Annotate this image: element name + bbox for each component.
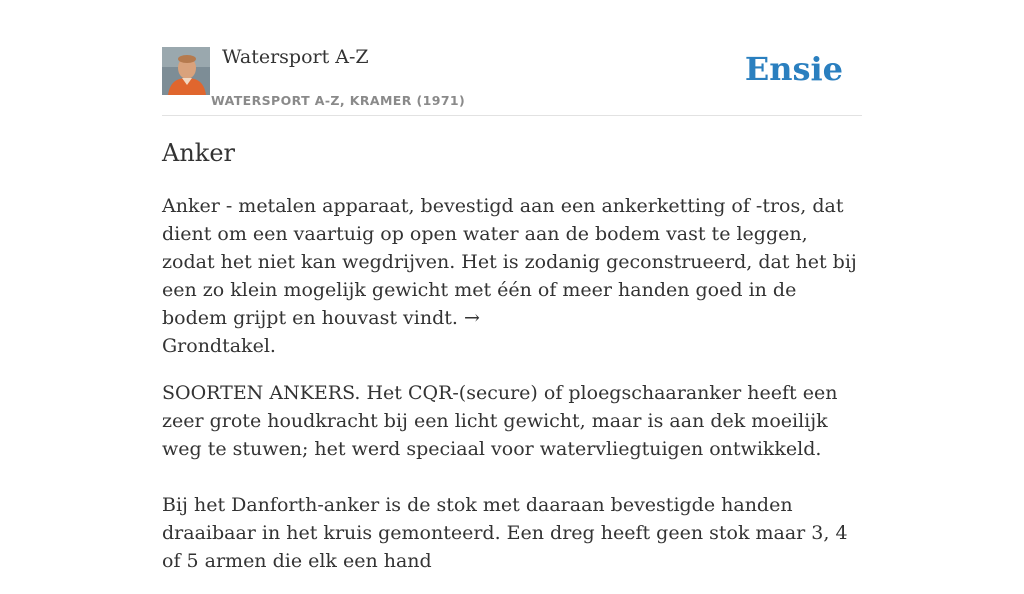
entry-title: Anker <box>162 139 236 167</box>
paragraph-danforth: Bij het Danforth-anker is de stok met daaraan bevestigde handen draaibaar in het kruis gemonteerd. Een dreg heeft geen stok maar 3, 4 of 5 armen die elk een hand <box>162 494 848 572</box>
ensie-logo[interactable]: Ensie <box>744 50 843 88</box>
source-header <box>162 0 862 116</box>
definition-end: . <box>269 335 276 357</box>
paragraph-definition <box>162 192 862 360</box>
entry-body <box>162 192 862 594</box>
grondtakel-link[interactable]: Grondtakel <box>162 335 270 357</box>
author-avatar[interactable] <box>162 47 210 95</box>
definition-text: Anker - metalen apparaat, bevestigd aan een ankerketting of -tros, dat dient om een vaartuig op open water aan de bodem vast te leggen, zodat het niet kan wegdrijven. Het is zodanig geconstrueerd, dat het bij een zo klein mogelijk gewicht met één of meer handen goed in de bodem grijpt en houvast vindt. <box>162 195 857 329</box>
source-title[interactable]: Watersport A-Z <box>222 46 369 68</box>
paragraph-soorten-ankers: SOORTEN ANKERS. Het CQR-(secure) of ploegschaaranker heeft een zeer grote houdkracht bij een licht gewicht, maar is aan dek moeilijk weg te stuwen; het werd speciaal voor watervliegtuigen ontwikkeld. <box>162 382 838 460</box>
arrow-icon: → <box>463 307 480 329</box>
page-container <box>162 0 862 572</box>
person-avatar-icon <box>162 47 210 95</box>
source-subtitle: WATERSPORT A-Z, KRAMER (1971) <box>211 93 466 108</box>
